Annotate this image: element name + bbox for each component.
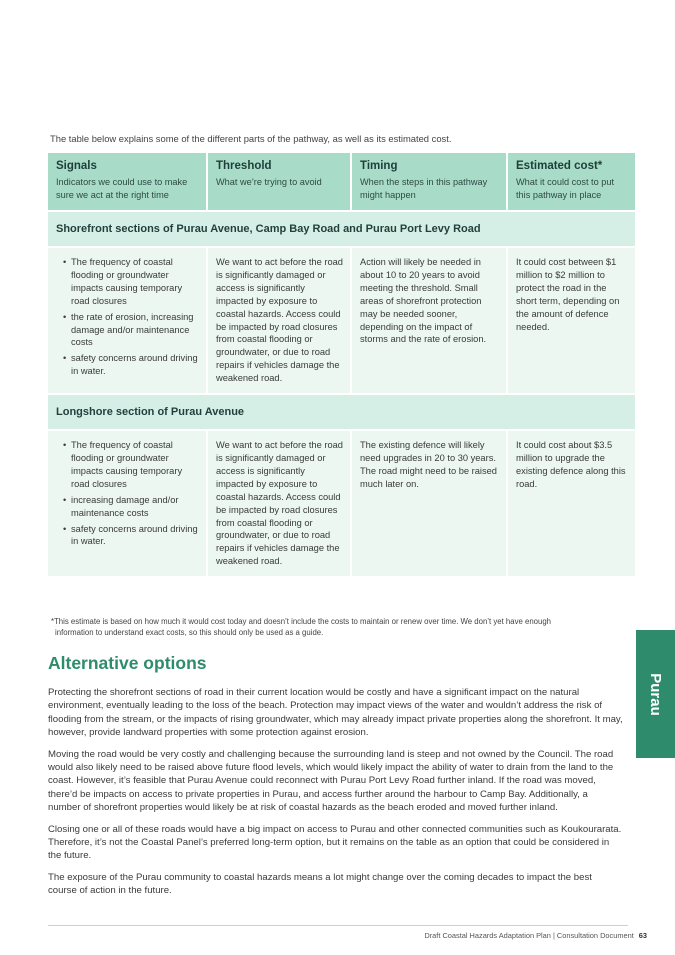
table-row xyxy=(48,248,635,393)
list-item: • safety concerns around driving in water. xyxy=(64,352,199,378)
header-timing xyxy=(352,153,506,210)
footnote-line: *This estimate is based on how much it would cost today and doesn’t include the costs to maintain or renew over time. We don’t yet have enough xyxy=(51,617,551,626)
table-header-row xyxy=(48,153,635,210)
section-row-shorefront xyxy=(48,210,635,248)
table-row xyxy=(48,431,635,576)
list-item: • safety concerns around driving in water. xyxy=(64,523,199,549)
header-estimated-cost xyxy=(508,153,635,210)
footer-text: Draft Coastal Hazards Adaptation Plan | Consultation Document xyxy=(424,931,634,940)
header-subtitle: Indicators we could use to make sure we act at the right time xyxy=(56,177,188,200)
header-threshold xyxy=(208,153,350,210)
section-title: Longshore section of Purau Avenue xyxy=(48,393,635,431)
signals-cell xyxy=(48,431,206,576)
timing-cell: The existing defence will likely need upgrades in 20 to 30 years. The road might need to be raised much later on. xyxy=(352,431,506,576)
threshold-cell: We want to act before the road is significantly damaged or access is significantly impacted by exposure to coastal hazards. Access could be impacted by road closures from coastal flooding or groundwater, or due to road repairs if vehicles damage the weakened road. xyxy=(208,248,350,393)
paragraph: Protecting the shorefront sections of road in their current location would be costly and have a significant impact on the natural environment, eventually leading to the loss of the beach. Protection may impact views of the water and wouldn’t address the risk of flooding from the stream, or the impacts of rising groundwater, which may already impact private properties along the shorefront. It may, however, provide landward properties with some protection against erosion. xyxy=(48,687,623,739)
section-row-longshore xyxy=(48,393,635,431)
paragraph: Moving the road would be very costly and challenging because the surrounding land is steep and not owned by the Council. The road would also likely need to be raised above future flood levels, which would likely impact the ability of water to drain from the land to the coast. However, it’s feasible that Purau Avenue could reconnect with Purau Port Levy Road further inland. If the road was moved, there’d be impacts on access to private properties in Purau, and access further around the harbour to Camp Bay. Additionally, a number of shorefront properties would likely be at risk of coastal hazards as the beach eroded and moved further inland. xyxy=(48,748,614,814)
timing-cell: Action will likely be needed in about 10 to 20 years to avoid meeting the threshold. Small areas of shorefront protection may be needed sooner, depending on the impact of storms and the rate of erosion. xyxy=(352,248,506,393)
list-item: • the rate of erosion, increasing damage and/or maintenance costs xyxy=(64,311,199,350)
header-subtitle: What we’re trying to avoid xyxy=(216,177,322,187)
page-footer xyxy=(424,931,647,940)
cost-cell: It could cost between $1 million to $2 million to protect the road in the short term, depending on the amount of defence needed. xyxy=(508,248,635,393)
footnote-line: information to understand exact costs, so this should only be used as a guide. xyxy=(55,628,324,637)
side-tab-label: Purau xyxy=(647,672,665,716)
paragraph: The exposure of the Purau community to coastal hazards means a lot might change over the coming decades to impact the best course of action in the future. xyxy=(48,871,592,897)
header-title: Threshold xyxy=(216,160,272,172)
section-heading: Alternative options xyxy=(48,653,207,673)
signals-list xyxy=(56,256,199,378)
paragraph: Closing one or all of these roads would have a big impact on access to Purau and other connected communities such as Koukourarata. Therefore, it’s not the Coastal Panel’s preferred long-term option, but it remains on the table as an option that could be considered in the future. xyxy=(48,823,622,862)
section-title: Shorefront sections of Purau Avenue, Camp Bay Road and Purau Port Levy Road xyxy=(48,210,635,248)
list-item: • The frequency of coastal flooding or groundwater impacts causing temporary road closures xyxy=(64,439,199,491)
cost-cell: It could cost about $3.5 million to upgrade the existing defence along this road. xyxy=(508,431,635,576)
header-subtitle: When the steps in this pathway might happen xyxy=(360,177,488,200)
list-item: • increasing damage and/or maintenance costs xyxy=(64,494,199,520)
signals-list xyxy=(56,439,199,548)
body-text xyxy=(48,686,623,906)
threshold-cell: We want to act before the road is significantly damaged or access is significantly impacted by exposure to coastal hazards. Access could be impacted by road closures from coastal flooding or groundwater, or due to road repairs if vehicles damage the weakened road. xyxy=(208,431,350,576)
header-signals xyxy=(48,153,206,210)
header-title: Signals xyxy=(56,160,97,172)
list-item: • The frequency of coastal flooding or groundwater impacts causing temporary road closures xyxy=(64,256,199,308)
footnote xyxy=(51,616,631,638)
pathway-table xyxy=(46,153,637,576)
header-title: Timing xyxy=(360,160,398,172)
footer-divider xyxy=(48,925,628,926)
intro-text: The table below explains some of the different parts of the pathway, as well as its estimated cost. xyxy=(50,133,452,144)
signals-cell xyxy=(48,248,206,393)
side-tab xyxy=(636,630,675,758)
header-subtitle: What it could cost to put this pathway in place xyxy=(516,177,615,200)
header-title: Estimated cost* xyxy=(516,160,603,172)
page-number: 63 xyxy=(638,931,647,940)
